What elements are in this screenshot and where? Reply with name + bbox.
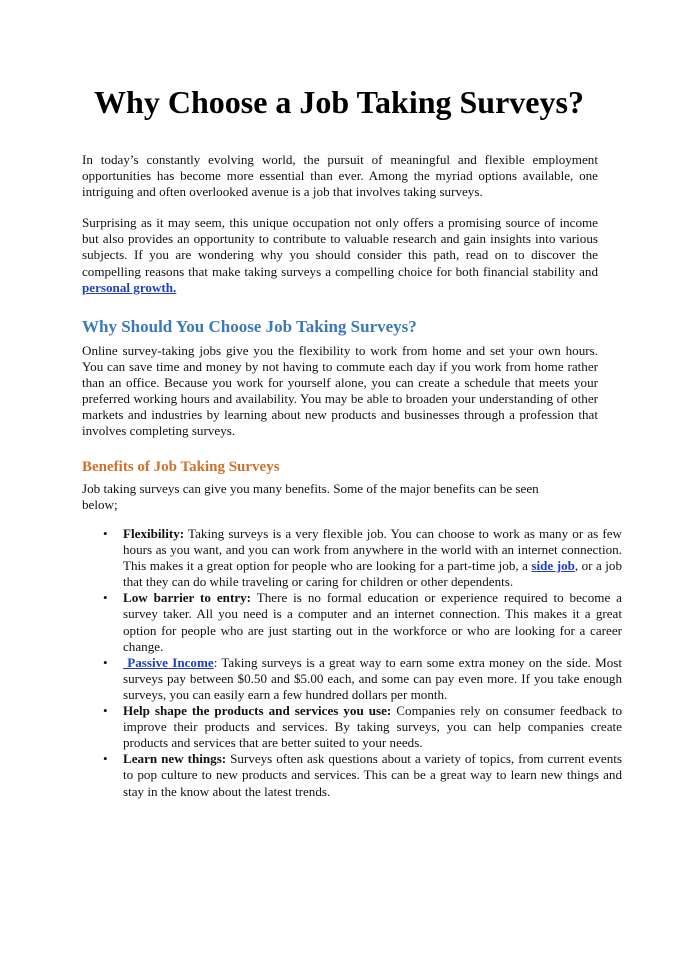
benefit-label: Low barrier to entry: xyxy=(123,590,252,606)
bullet-icon: • xyxy=(103,703,108,719)
benefit-item-low-barrier xyxy=(103,590,622,654)
bullet-icon: • xyxy=(103,590,108,606)
benefit-text: Surveys often ask questions about a variety of topics, from current events to pop culture to new products and services. This can be a great way to learn new things and stay in the know about the latest trends. xyxy=(123,751,622,799)
benefits-list xyxy=(100,526,622,800)
section-heading-why-choose: Why Should You Choose Job Taking Surveys? xyxy=(82,317,417,336)
personal-growth-link[interactable]: personal growth. xyxy=(82,279,177,295)
benefit-item-passive-income xyxy=(103,654,622,703)
benefits-intro: Job taking surveys can give you many benefits. Some of the major benefits can be seen below; xyxy=(82,481,539,513)
section-why-choose-body: Online survey-taking jobs give you the flexibility to work from home and set your own hours. You can save time and money by not having to commute each day if you work from home rather than an office. Because you work for yourself alone, you can create a schedule that meets your preferred working hours and availability. You may be able to broaden your understanding of other markets and industries by learning about new products and businesses through a profession that involves completing surveys. xyxy=(82,343,598,439)
benefit-text: There is no formal education or experience required to become a survey taker. All you need is a computer and an internet connection. This makes it a great option for people who are just starting out in the workforce or who are looking for a career change. xyxy=(123,590,622,654)
intro-paragraph-2 xyxy=(82,215,598,296)
benefit-item-help-shape xyxy=(103,703,623,751)
side-job-link[interactable]: side job xyxy=(531,558,575,574)
intro-paragraph-1: In today’s constantly evolving world, the pursuit of meaningful and flexible employment opportunities has become more essential than ever. Among the myriad options available, one intriguing and often overlooked avenue is a job that involves taking surveys. xyxy=(82,152,598,200)
page-title: Why Choose a Job Taking Surveys? xyxy=(94,84,584,120)
intro-paragraph-2-text: Surprising as it may seem, this unique occupation not only offers a promising source of income but also provides an opportunity to contribute to valuable research and gain insights into various subjects. If you are wondering why you should consider this path, read on to discover the compelling reasons that make taking surveys a compelling choice for both financial stability and xyxy=(82,215,598,279)
benefit-text: Taking surveys is a very flexible job. You can choose to work as many or as few hours as you want, and you can work from anywhere in the world with an internet connection. This makes it a great option for people who are looking for a part-time job, a xyxy=(123,526,622,574)
benefit-label: Help shape the products and services you use: xyxy=(123,703,392,719)
benefit-text-continued: , or a job that they can do while traveling or caring for children or other dependents. xyxy=(123,558,623,590)
bullet-icon: • xyxy=(103,751,108,767)
benefit-item-flexibility xyxy=(103,526,623,590)
bullet-icon: • xyxy=(103,654,108,670)
benefit-label: Learn new things: xyxy=(123,751,227,767)
benefit-text: Companies rely on consumer feedback to improve their products and services. By taking surveys, you can help companies create products and services that are better suited to your needs. xyxy=(123,703,623,751)
benefit-text: : Taking surveys is a great way to earn some extra money on the side. Most surveys pay between $0.50 and $5.00 each, and some can pay even more. If you take enough surveys, you can easily earn a few hundred dollars per month. xyxy=(123,654,622,702)
section-heading-benefits: Benefits of Job Taking Surveys xyxy=(82,459,280,475)
benefit-label: Flexibility: xyxy=(123,526,185,541)
benefit-item-learn-new-things xyxy=(103,751,622,799)
bullet-icon: • xyxy=(103,526,108,541)
passive-income-link[interactable]: Passive Income xyxy=(123,654,214,670)
